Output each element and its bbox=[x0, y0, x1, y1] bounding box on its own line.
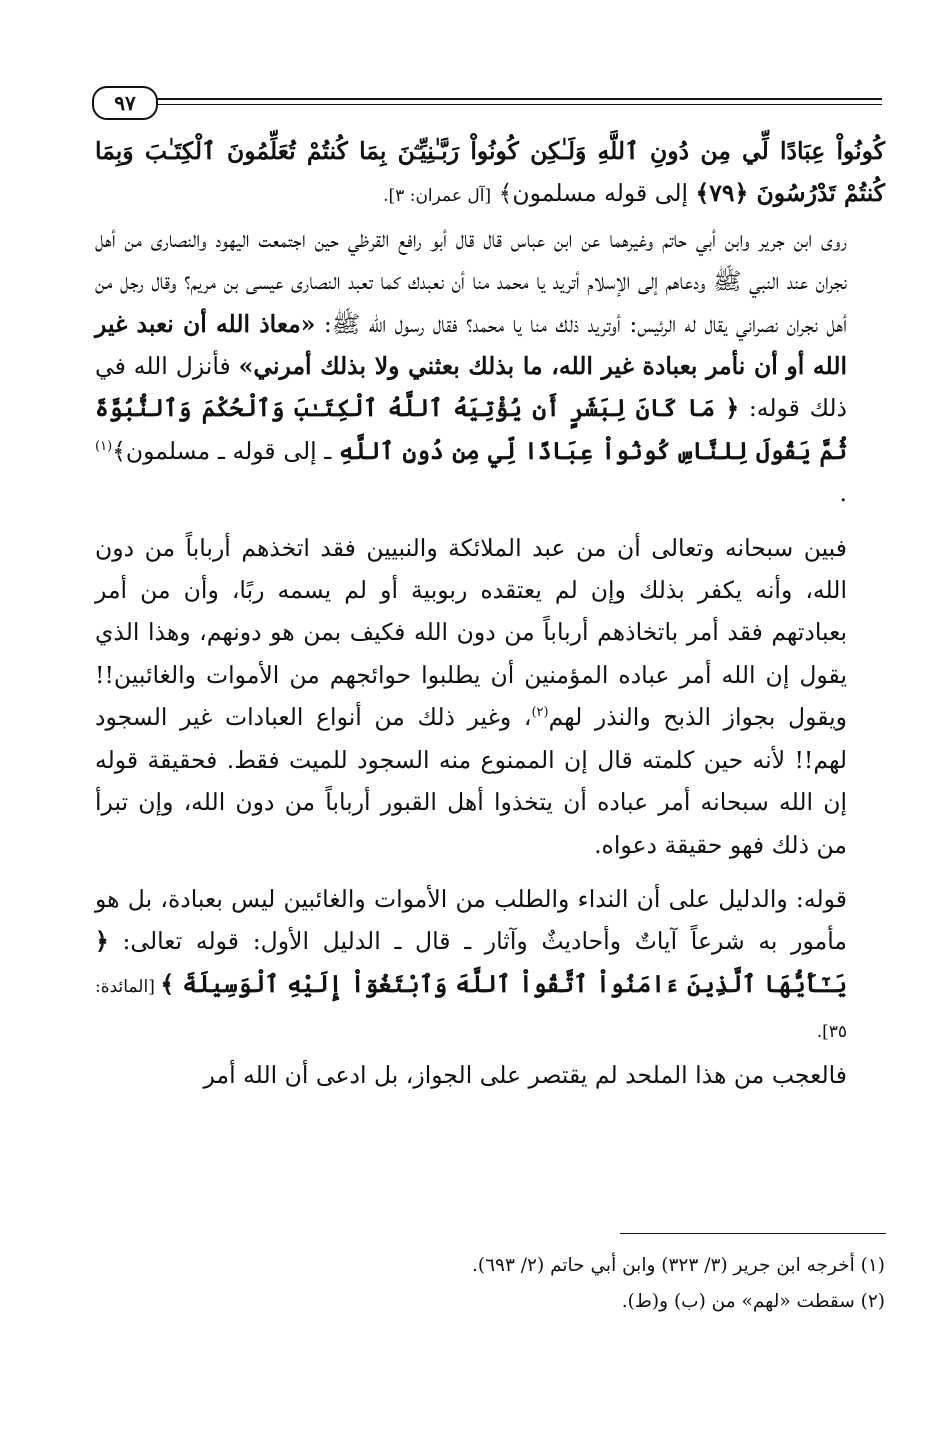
paragraph-text: ، وغير ذلك من أنواع العبادات غير السجود لهم!! لأنه حين كلمته قال إن الممنوع منه السجود للميت فقط. فحقيقة قوله إن الله سبحانه أمر عباده أن يتخذوا أهل القبور أرباباً من دون الله، وإن تبرأ من ذلك فهو حقيقة دعواه. bbox=[95, 703, 847, 859]
paragraph-text: روى ابن جرير وابن أبي حاتم وغيرهما عن ابن عباس قال قال أبو رافع القرظي حين اجتمعت اليهود والنصارى من أهل نجران عند النبي ﷺ ودعاهم إلى الإسلام أتريد يا محمد منا أن نعبدك كما تعبد النصارى عيسى بن مريم؟ وقال رجل من أهل نجران نصراني يقال له الرئيس: أوتريد ذلك منا يا محمد؟ فقال رسول الله ﷺ: bbox=[95, 224, 848, 338]
quran-verse: ﴿ مَا كَانَ لِبَشَرٍ أَن يُؤْتِيَهُ ٱللَّهُ ٱلْكِتَـٰبَ وَٱلْحُكْمَ وَٱلنُّبُوَّةَ ثُمَّ يَقُولَ لِلنَّاسِ كُونُواْ عِبَادًا لِّي مِن دُونِ ٱللَّهِ bbox=[95, 394, 847, 465]
paragraph-3 bbox=[95, 527, 885, 866]
page-header bbox=[92, 86, 882, 126]
paragraph-text: قوله: والدليل على أن النداء والطلب من الأموات والغائبين ليس بعبادة، بل هو مأمور به شرعاً آياتٌ وأحاديثٌ وآثار ـ قال ـ الدليل الأول: قوله تعالى: bbox=[95, 884, 847, 956]
footnote-1: (١) أخرجه ابن جرير (٣/ ٣٢٣) وابن أبي حاتم (٢/ ٦٩٣). bbox=[472, 1255, 885, 1276]
footnote-marker: (٢) bbox=[531, 705, 549, 721]
footnotes bbox=[300, 1248, 885, 1320]
surah-reference: [آل عمران: ٣]. bbox=[383, 186, 492, 207]
paragraph-5 bbox=[95, 1054, 885, 1096]
paragraph-2 bbox=[95, 218, 885, 515]
paragraph-text: فأنزل الله في ذلك قوله: bbox=[95, 352, 848, 423]
header-rule bbox=[156, 98, 882, 100]
surah-reference: [المائدة: ٣٥]. bbox=[95, 976, 847, 1043]
main-text bbox=[95, 130, 885, 1096]
paragraph-4 bbox=[95, 878, 885, 1054]
paragraph-text: ـ إلى قوله ـ مسلمون﴾ bbox=[112, 436, 339, 465]
paragraph-text: فالعجب من هذا الملحد لم يقتصر على الجواز، بل ادعى أن الله أمر bbox=[203, 1060, 847, 1089]
footnote-rule bbox=[620, 1233, 886, 1234]
footnote-marker: (١) bbox=[95, 439, 113, 455]
paragraph-text: إلى قوله مسلمون﴾ bbox=[491, 179, 696, 208]
quran-verse: ﴿ يَـٰٓأَيُّهَا ٱلَّذِينَ ءَامَنُواْ ٱتَّقُواْ ٱللَّهَ وَٱبْتَغُوٓاْ إِلَيْهِ ٱلْوَسِيلَةَ ﴾ bbox=[95, 927, 847, 998]
page-number: ٩٧ bbox=[92, 86, 158, 120]
paragraph-text: فبين سبحانه وتعالى أن من عبد الملائكة والنبيين فقد اتخذهم أرباباً من دون الله، وأنه يكفر بذلك وإن لم يعتقده ربوبية أو لم يسمه ربًا، وأن من أمر بعبادتهم فقد أمر باتخاذهم أرباباً من دون الله فكيف بمن هو دونهم، وهذا الذي يقول إن الله أمر عباده المؤمنين أن يطلبوا حوائجهم من الأموات والغائبين!! ويقول بجواز الذبح والنذر لهم bbox=[95, 533, 847, 732]
hadith-quote: «معاذ الله أن نعبد غير الله أو أن نأمر بعبادة غير الله، ما بذلك بعثني ولا بذلك أمرني» bbox=[95, 309, 848, 381]
quran-verse: كُونُواْ عِبَادًا لِّي مِن دُونِ ٱللَّهِ وَلَـٰكِن كُونُواْ رَبَّـٰنِيِّـۧنَ بِمَا كُنتُمْ تُعَلِّمُونَ ٱلْكِتَـٰبَ وَبِمَا كُنتُمْ تَدْرُسُونَ ﴿٧٩﴾ bbox=[95, 137, 885, 208]
paragraph-text: . bbox=[839, 479, 847, 508]
footnote-2: (٢) سقطت «لهم» من (ب) و(ط). bbox=[621, 1291, 885, 1312]
header-rule-thin bbox=[156, 104, 882, 105]
paragraph-1 bbox=[95, 130, 885, 218]
